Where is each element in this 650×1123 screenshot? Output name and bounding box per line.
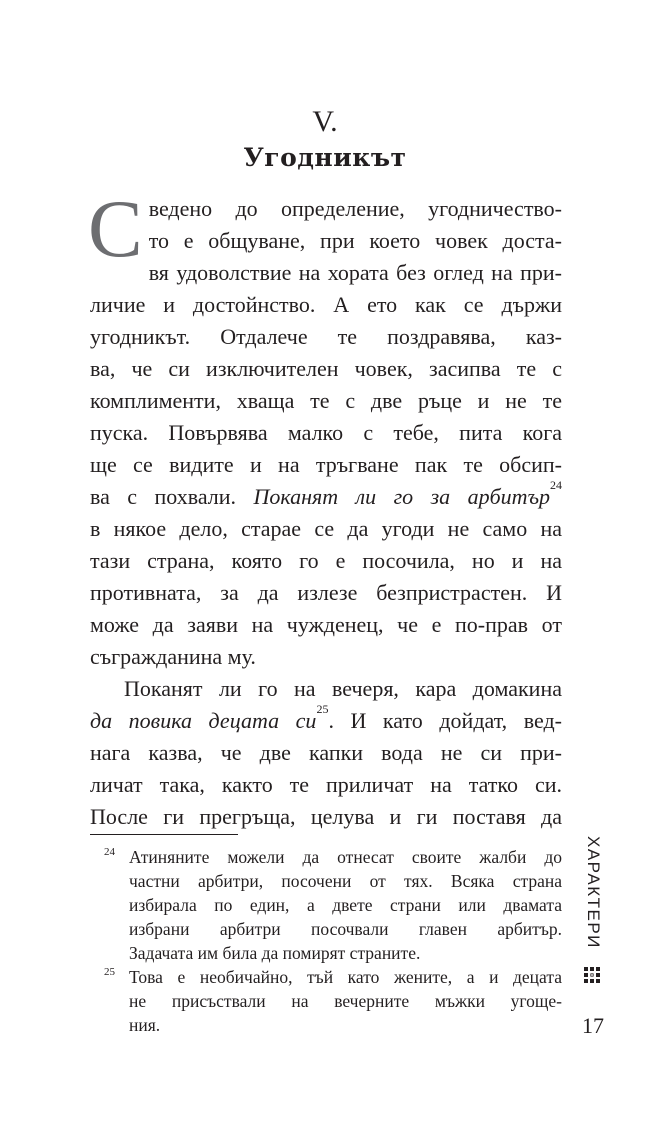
- body-line: комплименти, хваща те с две ръце и не те: [90, 388, 562, 413]
- footnote-line: ния.: [129, 1015, 161, 1035]
- footnote-line: избирала по един, а двете страни или двамата: [129, 895, 562, 915]
- footnote-ref: 25: [316, 702, 329, 716]
- footnote-line: избрани арбитри посочвали главен арбитър.: [129, 919, 562, 939]
- footnote-line: частни арбитри, посочени от тях. Всяка страна: [129, 871, 562, 891]
- body-line: то е общуване, при което човек доста-: [148, 228, 562, 253]
- body-line: После ги прегръща, целува и ги поставя да: [90, 804, 562, 829]
- body-line: угодникът. Отдалече те поздравява, каз-: [90, 324, 562, 349]
- body-line: може да заяви на чужденец, че е по-прав от: [90, 612, 562, 637]
- body-line: вя удоволствие на хората без оглед на при-: [148, 260, 562, 285]
- running-section-label: ХАРАКТЕРИ: [584, 836, 603, 949]
- body-line: нага казва, че две капки вода не си при-: [90, 740, 562, 765]
- body-line-mixed: [90, 702, 562, 737]
- footnote-number: 25: [104, 966, 115, 978]
- drop-cap: С: [88, 183, 143, 274]
- body-line: личие и достойнство. А ето как се държи: [90, 292, 562, 317]
- footnote-number: 24: [104, 846, 115, 858]
- footnotes: [90, 845, 562, 1037]
- body-line: тази страна, която го е посочила, но и на: [90, 548, 562, 573]
- chapter-number: V.: [312, 105, 338, 138]
- italic-phrase: Поканят ли го за арбитър: [253, 484, 550, 509]
- body-line: противната, за да излезе безпристрастен. И: [90, 580, 562, 605]
- body-line: личат така, както те приличат на татко си.: [90, 772, 562, 797]
- body-line: съгражданина му.: [90, 644, 256, 669]
- body-line: в някое дело, старае се да угоди не само на: [90, 516, 562, 541]
- body-line-mixed: [90, 478, 562, 513]
- footnote-25: [90, 965, 562, 1037]
- body-line-part: ва с похвали.: [90, 484, 237, 509]
- body-line: пуска. Повървява малко с тебе, пита кога: [90, 420, 562, 445]
- footnote-line: Задачата им била да помирят страните.: [129, 943, 421, 963]
- chapter-title: Угодникът: [243, 143, 407, 172]
- grid-ornament-icon: [584, 967, 600, 983]
- body-line: ще се видите и на тръгване пак те обсип-: [90, 452, 562, 477]
- page-number: 17: [582, 1013, 604, 1038]
- footnote-line: Атиняните можели да отнесат своите жалби до: [129, 847, 562, 867]
- footnote-line: не присъствали на вечерните мъжки угоще-: [129, 991, 562, 1011]
- body-line: ва, че си изключителен човек, засипва те с: [90, 356, 562, 381]
- footnote-divider: [90, 834, 238, 835]
- footnote-ref: 24: [550, 478, 562, 492]
- body-text: [88, 183, 562, 833]
- body-line-part: . И като дойдат, вед-: [328, 708, 562, 733]
- footnote-24: [90, 845, 562, 965]
- footnote-line: Това е необичайно, тъй като жените, а и децата: [129, 967, 562, 987]
- body-line: Поканят ли го на вечеря, кара домакина: [124, 676, 562, 701]
- body-line: ведено до определение, угодничество-: [148, 196, 562, 221]
- italic-phrase: да повика децата си: [90, 708, 317, 733]
